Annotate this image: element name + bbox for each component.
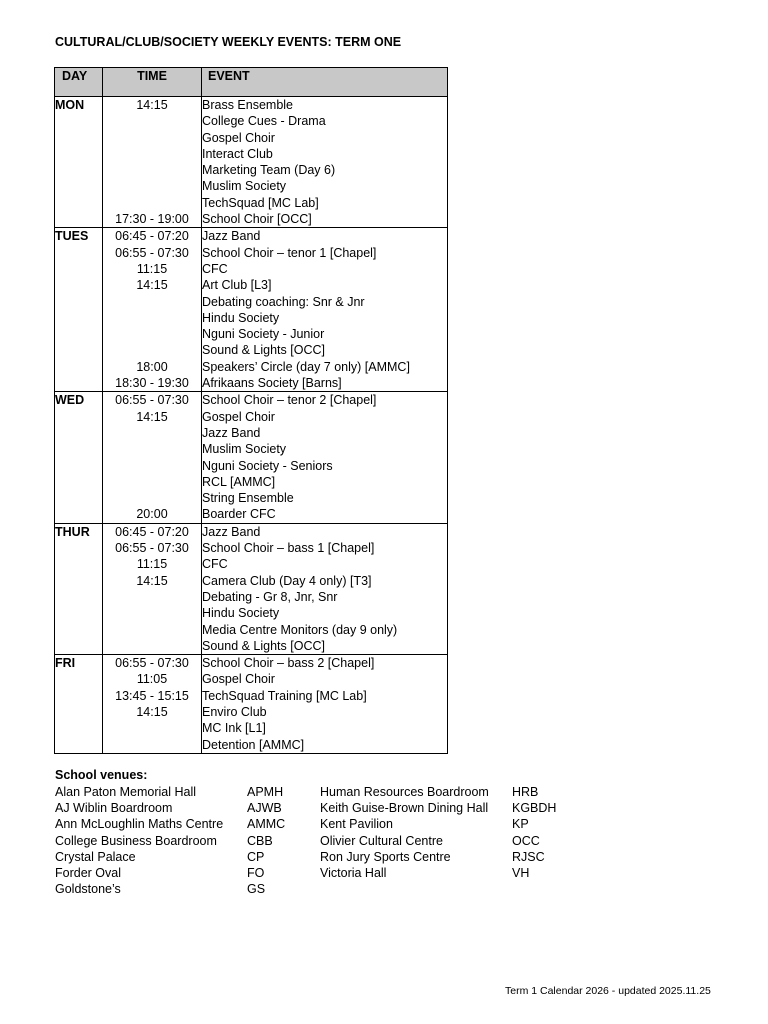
day-cell bbox=[55, 245, 103, 261]
page-title: CULTURAL/CLUB/SOCIETY WEEKLY EVENTS: TERM ONE bbox=[55, 35, 402, 49]
event-cell: TechSquad Training [MC Lab] bbox=[202, 688, 448, 704]
table-row bbox=[55, 556, 448, 572]
time-cell bbox=[103, 458, 202, 474]
day-cell bbox=[55, 474, 103, 490]
table-row bbox=[55, 523, 448, 540]
time-cell bbox=[103, 622, 202, 638]
time-cell bbox=[103, 441, 202, 457]
time-cell: 14:15 bbox=[103, 277, 202, 293]
day-cell bbox=[55, 342, 103, 358]
day-cell bbox=[55, 622, 103, 638]
venue-code: HRB bbox=[512, 785, 539, 799]
venue-name: Ann McLoughlin Maths Centre bbox=[55, 817, 224, 832]
event-cell: Debating coaching: Snr & Jnr bbox=[202, 294, 448, 310]
day-cell bbox=[55, 720, 103, 736]
day-cell: THUR bbox=[55, 523, 103, 540]
venue-code: KP bbox=[512, 817, 529, 832]
event-cell: Muslim Society bbox=[202, 178, 448, 194]
venue-name: Olivier Cultural Centre bbox=[320, 833, 443, 848]
table-row bbox=[55, 375, 448, 392]
time-cell bbox=[103, 294, 202, 310]
venue-code: VH bbox=[512, 866, 530, 880]
time-cell bbox=[103, 130, 202, 146]
event-cell: RCL [AMMC] bbox=[202, 474, 448, 490]
table-row bbox=[55, 130, 448, 146]
event-cell: School Choir – tenor 2 [Chapel] bbox=[202, 392, 448, 409]
time-cell: 13:45 - 15:15 bbox=[103, 688, 202, 704]
time-cell bbox=[103, 162, 202, 178]
time-cell bbox=[103, 178, 202, 194]
table-row bbox=[55, 342, 448, 358]
day-cell bbox=[55, 195, 103, 211]
event-cell: Gospel Choir bbox=[202, 409, 448, 425]
time-cell: 11:15 bbox=[103, 261, 202, 277]
day-cell: WED bbox=[55, 392, 103, 409]
event-cell: School Choir – tenor 1 [Chapel] bbox=[202, 245, 448, 261]
table-row bbox=[55, 441, 448, 457]
time-cell bbox=[103, 146, 202, 162]
table-row bbox=[55, 162, 448, 178]
event-cell: Camera Club (Day 4 only) [T3] bbox=[202, 573, 448, 589]
day-cell bbox=[55, 425, 103, 441]
venue-code: AMMC bbox=[247, 817, 286, 832]
table-row bbox=[55, 228, 448, 245]
day-cell bbox=[55, 113, 103, 129]
day-cell bbox=[55, 540, 103, 556]
event-column-header: EVENT bbox=[202, 68, 448, 97]
table-row bbox=[55, 359, 448, 375]
venue-code: RJSC bbox=[512, 849, 545, 864]
venue-name: College Business Boardroom bbox=[55, 833, 217, 848]
event-cell: Detention [AMMC] bbox=[202, 737, 448, 754]
venue-code: CP bbox=[247, 849, 265, 864]
day-cell bbox=[55, 737, 103, 754]
time-cell bbox=[103, 425, 202, 441]
table-row bbox=[55, 113, 448, 129]
event-cell: MC Ink [L1] bbox=[202, 720, 448, 736]
event-cell: Muslim Society bbox=[202, 441, 448, 457]
day-cell bbox=[55, 211, 103, 228]
event-cell: Boarder CFC bbox=[202, 506, 448, 523]
table-row bbox=[55, 392, 448, 409]
venue-code: OCC bbox=[512, 833, 540, 848]
table-row bbox=[55, 573, 448, 589]
table-row bbox=[55, 261, 448, 277]
time-cell: 17:30 - 19:00 bbox=[103, 211, 202, 228]
event-cell: Speakers’ Circle (day 7 only) [AMMC] bbox=[202, 359, 448, 375]
day-cell bbox=[55, 162, 103, 178]
table-row bbox=[55, 425, 448, 441]
day-cell bbox=[55, 605, 103, 621]
time-cell: 14:15 bbox=[103, 704, 202, 720]
day-cell bbox=[55, 130, 103, 146]
venue-name: Kent Pavilion bbox=[320, 817, 393, 832]
venue-name: Victoria Hall bbox=[320, 866, 387, 880]
event-cell: TechSquad [MC Lab] bbox=[202, 195, 448, 211]
time-cell: 14:15 bbox=[103, 97, 202, 114]
table-row bbox=[55, 211, 448, 228]
time-cell bbox=[103, 605, 202, 621]
table-row bbox=[55, 737, 448, 754]
time-cell: 14:15 bbox=[103, 409, 202, 425]
day-cell bbox=[55, 506, 103, 523]
venue-name: AJ Wiblin Boardroom bbox=[55, 801, 173, 816]
day-cell bbox=[55, 704, 103, 720]
day-group-wed bbox=[55, 392, 448, 523]
event-cell: Brass Ensemble bbox=[202, 97, 448, 114]
day-cell: FRI bbox=[55, 655, 103, 672]
weekly-events-table bbox=[54, 67, 448, 754]
venue-name: Ron Jury Sports Centre bbox=[320, 849, 451, 864]
venue-code: GS bbox=[247, 882, 266, 897]
event-cell: Jazz Band bbox=[202, 228, 448, 245]
table-row bbox=[55, 671, 448, 687]
table-row bbox=[55, 490, 448, 506]
time-cell bbox=[103, 113, 202, 129]
day-group-fri bbox=[55, 655, 448, 754]
event-cell: Media Centre Monitors (day 9 only) bbox=[202, 622, 448, 638]
table-row bbox=[55, 146, 448, 162]
time-cell: 18:00 bbox=[103, 359, 202, 375]
table-row bbox=[55, 622, 448, 638]
time-cell bbox=[103, 326, 202, 342]
day-cell bbox=[55, 261, 103, 277]
time-cell bbox=[103, 737, 202, 754]
table-row bbox=[55, 195, 448, 211]
event-cell: School Choir – bass 1 [Chapel] bbox=[202, 540, 448, 556]
time-cell bbox=[103, 474, 202, 490]
day-cell: MON bbox=[55, 97, 103, 114]
event-cell: String Ensemble bbox=[202, 490, 448, 506]
event-cell: Gospel Choir bbox=[202, 671, 448, 687]
time-cell bbox=[103, 195, 202, 211]
day-cell bbox=[55, 178, 103, 194]
table-row bbox=[55, 605, 448, 621]
event-cell: Sound & Lights [OCC] bbox=[202, 638, 448, 655]
day-cell bbox=[55, 573, 103, 589]
event-cell: CFC bbox=[202, 261, 448, 277]
table-row bbox=[55, 704, 448, 720]
table-row bbox=[55, 326, 448, 342]
table-header-row bbox=[55, 68, 448, 97]
day-cell bbox=[55, 326, 103, 342]
day-cell bbox=[55, 277, 103, 293]
venue-code: CBB bbox=[247, 833, 273, 848]
event-cell: CFC bbox=[202, 556, 448, 572]
venue-code: FO bbox=[247, 866, 265, 880]
event-cell: School Choir – bass 2 [Chapel] bbox=[202, 655, 448, 672]
day-group-thur bbox=[55, 523, 448, 654]
time-cell bbox=[103, 490, 202, 506]
event-cell: College Cues - Drama bbox=[202, 113, 448, 129]
venue-name: Forder Oval bbox=[55, 866, 121, 880]
day-cell bbox=[55, 294, 103, 310]
time-cell bbox=[103, 310, 202, 326]
time-cell: 14:15 bbox=[103, 573, 202, 589]
day-cell bbox=[55, 490, 103, 506]
event-cell: Nguni Society - Seniors bbox=[202, 458, 448, 474]
table-row bbox=[55, 294, 448, 310]
event-cell: Jazz Band bbox=[202, 523, 448, 540]
time-cell: 06:45 - 07:20 bbox=[103, 523, 202, 540]
day-cell bbox=[55, 375, 103, 392]
table-row bbox=[55, 540, 448, 556]
day-cell bbox=[55, 589, 103, 605]
time-cell bbox=[103, 342, 202, 358]
day-cell bbox=[55, 441, 103, 457]
footer-note: Term 1 Calendar 2026 - updated 2025.11.25 bbox=[505, 985, 711, 997]
table-row bbox=[55, 720, 448, 736]
table-row bbox=[55, 310, 448, 326]
time-cell: 06:55 - 07:30 bbox=[103, 245, 202, 261]
event-cell: Interact Club bbox=[202, 146, 448, 162]
venues-title: School venues: bbox=[55, 768, 148, 782]
event-cell: Jazz Band bbox=[202, 425, 448, 441]
event-cell: Sound & Lights [OCC] bbox=[202, 342, 448, 358]
event-cell: Debating - Gr 8, Jnr, Snr bbox=[202, 589, 448, 605]
time-cell: 11:05 bbox=[103, 671, 202, 687]
table-row bbox=[55, 506, 448, 523]
day-cell: TUES bbox=[55, 228, 103, 245]
day-cell bbox=[55, 458, 103, 474]
venue-name: Goldstone’s bbox=[55, 882, 121, 897]
table-row bbox=[55, 638, 448, 655]
day-cell bbox=[55, 671, 103, 687]
day-cell bbox=[55, 638, 103, 655]
table-row bbox=[55, 97, 448, 114]
time-cell bbox=[103, 720, 202, 736]
time-cell bbox=[103, 638, 202, 655]
venue-code: APMH bbox=[247, 785, 284, 799]
venue-code: KGBDH bbox=[512, 801, 557, 816]
table-row bbox=[55, 245, 448, 261]
day-column-header: DAY bbox=[55, 68, 103, 97]
venue-name: Keith Guise-Brown Dining Hall bbox=[320, 801, 489, 816]
table-row bbox=[55, 409, 448, 425]
time-cell: 06:55 - 07:30 bbox=[103, 540, 202, 556]
event-cell: Gospel Choir bbox=[202, 130, 448, 146]
event-cell: Art Club [L3] bbox=[202, 277, 448, 293]
table-row bbox=[55, 688, 448, 704]
time-cell bbox=[103, 589, 202, 605]
event-cell: Marketing Team (Day 6) bbox=[202, 162, 448, 178]
event-cell: School Choir [OCC] bbox=[202, 211, 448, 228]
day-cell bbox=[55, 310, 103, 326]
time-column-header: TIME bbox=[103, 68, 202, 97]
venue-name: Human Resources Boardroom bbox=[320, 785, 489, 799]
event-cell: Enviro Club bbox=[202, 704, 448, 720]
time-cell: 11:15 bbox=[103, 556, 202, 572]
venue-code: AJWB bbox=[247, 801, 282, 816]
day-cell bbox=[55, 409, 103, 425]
time-cell: 06:55 - 07:30 bbox=[103, 392, 202, 409]
day-cell bbox=[55, 688, 103, 704]
day-cell bbox=[55, 146, 103, 162]
event-cell: Nguni Society - Junior bbox=[202, 326, 448, 342]
day-cell bbox=[55, 359, 103, 375]
table-row bbox=[55, 277, 448, 293]
event-cell: Afrikaans Society [Barns] bbox=[202, 375, 448, 392]
table-row bbox=[55, 458, 448, 474]
table-row bbox=[55, 474, 448, 490]
venue-name: Alan Paton Memorial Hall bbox=[55, 785, 197, 799]
table-row bbox=[55, 178, 448, 194]
time-cell: 06:55 - 07:30 bbox=[103, 655, 202, 672]
day-group-tues bbox=[55, 228, 448, 392]
event-cell: Hindu Society bbox=[202, 310, 448, 326]
day-cell bbox=[55, 556, 103, 572]
time-cell: 06:45 - 07:20 bbox=[103, 228, 202, 245]
day-group-mon bbox=[55, 97, 448, 228]
time-cell: 18:30 - 19:30 bbox=[103, 375, 202, 392]
event-cell: Hindu Society bbox=[202, 605, 448, 621]
table-row bbox=[55, 655, 448, 672]
table-row bbox=[55, 589, 448, 605]
venue-name: Crystal Palace bbox=[55, 849, 136, 864]
time-cell: 20:00 bbox=[103, 506, 202, 523]
